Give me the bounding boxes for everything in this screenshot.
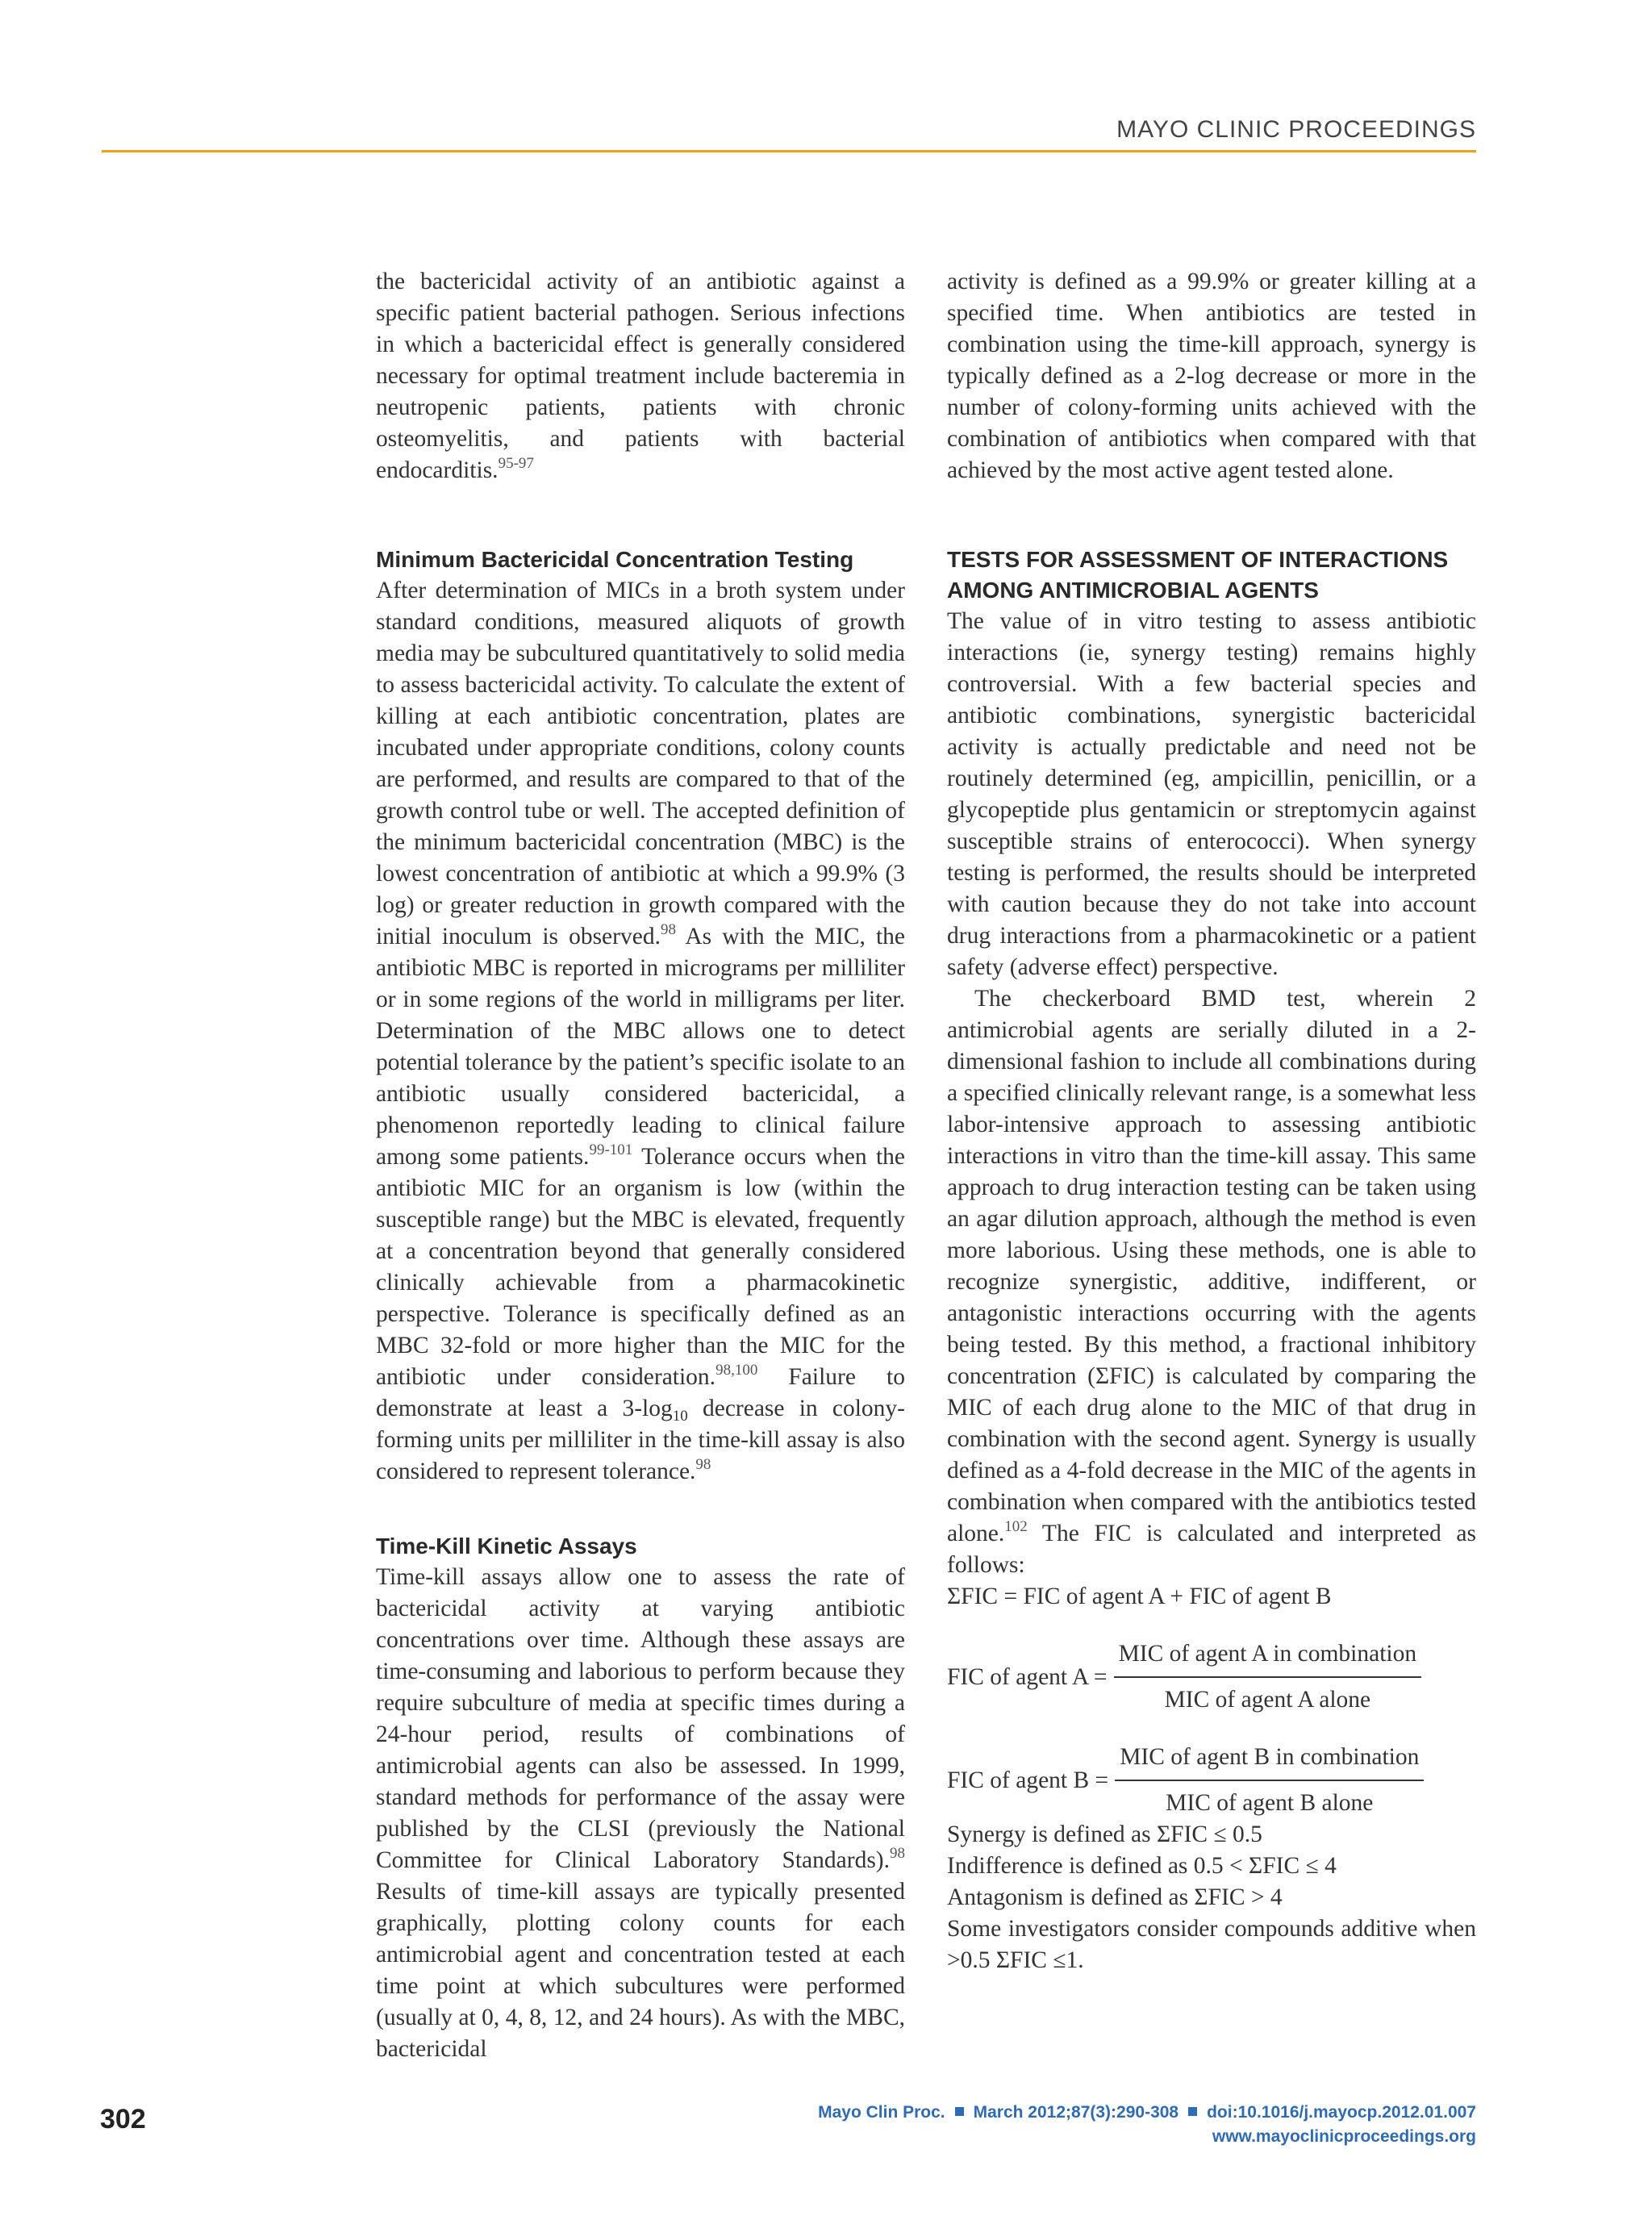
time-kill-paragraph [376,1562,905,2065]
square-bullet-icon [1188,2107,1197,2116]
citation-ref: 98 [890,1845,905,1862]
mbc-heading: Minimum Bactericidal Concentration Testing [376,547,854,572]
fic-a-denominator: MIC of agent A alone [1164,1687,1371,1713]
checkerboard-text: The FIC is calculated and interpreted as follows: [947,1521,1476,1578]
fic-b-equation [947,1742,1476,1819]
footer-citation-line [818,2101,1476,2125]
citation-ref: 98 [695,1456,711,1473]
sum-fic-equation: ΣFIC = FIC of agent A + FIC of agent B [947,1584,1332,1609]
citation-ref: 99-101 [589,1141,633,1158]
left-intro-paragraph [376,266,905,486]
issue-info: March 2012;87(3):290-308 [973,2103,1179,2122]
journal-abbrev: Mayo Clin Proc. [818,2103,945,2122]
website-link[interactable]: www.mayoclinicproceedings.org [1212,2127,1476,2146]
fic-b-numerator: MIC of agent B in combination [1115,1742,1424,1781]
checkerboard-text: The checkerboard BMD test, wherein 2 antimicrobial agents are serially diluted in a 2-dimensional fashion to include all combinations during a specified clinically relevant range, is a somewhat less labor-intensive approach to assessing antibiotic interactions in vitro than the time-kill assay. This same approach to drug interaction testing can be taken using an agar dilution approach, although the method is even more laborious. Using these methods, one is able to recognize synergistic, additive, indifferent, or antagonistic interactions occurring with the agents being tested. By this method, a fractional inhibitory concentration (ΣFIC) is calculated by comparing the MIC of each drug alone to the MIC of that drug in combination with the second agent. Synergy is usually defined as a 4-fold decrease in the MIC of the agents in combination when compared with the antibiotics tested alone. [947,986,1476,1546]
right-column [947,266,1476,1976]
footer-citation [818,2101,1476,2149]
mbc-text: Tolerance occurs when the antibiotic MIC for an organism is low (within the susceptible range) but the MBC is elevated, frequently at a concentration beyond that generally considered clinically achievable from a pharmacokinetic perspective. Tolerance is specifically defined as an MBC 32-fold or more higher than the MIC for the antibiotic under consideration. [376,1144,905,1390]
fic-b-fraction [1115,1742,1424,1819]
time-kill-heading: Time-Kill Kinetic Assays [376,1534,637,1559]
mbc-text: As with the MIC, the antibiotic MBC is reported in micrograms per milliliter or in some regions of the world in milligrams per liter. Determination of the MBC allows one to detect potential tolerance by the patient’s specific isolate to an antibiotic usually considered bactericidal, a phenomenon reportedly leading to clinical failure among some patients. [376,924,905,1170]
citation-ref: 95-97 [498,455,534,472]
interactions-paragraph-1: The value of in vitro testing to assess antibiotic interactions (ie, synergy testing) remains highly controversial. With a few bacterial species and antibiotic combinations, synergistic bactericidal activity is actually predictable and need not be routinely determined (eg, ampicillin, penicillin, or a glycopeptide plus gentamicin or streptomycin against susceptible strains of enterococci). When synergy testing is performed, the results should be interpreted with caution because they do not take into account drug interactions from a pharmacokinetic or a patient safety (adverse effect) perspective. [947,608,1476,980]
interactions-paragraph-2 [947,983,1476,1581]
page-number: 302 [100,2104,146,2134]
mbc-text: Failure to demonstrate at least a 3-log [376,1364,905,1421]
fic-a-equation [947,1638,1476,1716]
fic-b-denominator: MIC of agent B alone [1166,1790,1374,1816]
log-subscript: 10 [672,1408,688,1425]
right-intro-paragraph: activity is defined as a 99.9% or greater killing at a specified time. When antibiotics are tested in combination using the time-kill approach, synergy is typically defined as a 2-log decrease or more in the number of colony-forming units achieved with the combination of antibiotics when compared with that achieved by the most active agent tested alone. [947,269,1476,483]
doi-link[interactable]: doi:10.1016/j.mayocp.2012.01.007 [1207,2103,1476,2122]
left-column [376,266,905,2065]
time-kill-text: Time-kill assays allow one to assess the rate of bactericidal activity at varying antibiotic concentrations over time. Although these assays are time-consuming and laborious to perform because they require subculture of media at specific times during a 24-hour period, results of combinations of antimicrobial agents can also be assessed. In 1999, standard methods for performance of the assay were published by the CLSI (previously the National Committee for Clinical Laboratory Standards). [376,1564,905,1873]
interactions-heading: TESTS FOR ASSESSMENT OF INTERACTIONS AMONG ANTIMICROBIAL AGENTS [947,547,1449,603]
indifference-definition: Indifference is defined as 0.5 < ΣFIC ≤ 4 [947,1853,1337,1879]
fic-a-numerator: MIC of agent A in combination [1114,1638,1422,1678]
fic-a-lhs: FIC of agent A = [947,1663,1108,1690]
fic-b-lhs: FIC of agent B = [947,1767,1109,1793]
time-kill-text: Results of time-kill assays are typically presented graphically, plotting colony counts for each antimicrobial agent and concentration tested at each time point at which subcultures were performed (usually at 0, 4, 8, 12, and 24 hours). As with the MBC, bactericidal [376,1879,905,2062]
mbc-text: decrease in colony-forming units per milliliter in the time-kill assay is also considered to represent tolerance. [376,1396,905,1484]
left-intro-text: the bactericidal activity of an antibiotic against a specific patient bacterial pathogen. Serious infections in which a bactericidal effect is generally considered necessary for optimal treatment include bacteremia in neutropenic patients, patients with chronic osteomyelitis, and patients with bacterial endocarditis. [376,269,905,483]
journal-header: MAYO CLINIC PROCEEDINGS [1116,116,1476,143]
additive-note: Some investigators consider compounds additive when >0.5 ΣFIC ≤1. [947,1916,1476,1973]
citation-ref: 98 [660,921,676,938]
mbc-paragraph [376,575,905,1488]
synergy-definition: Synergy is defined as ΣFIC ≤ 0.5 [947,1821,1262,1847]
citation-ref: 102 [1004,1518,1028,1535]
square-bullet-icon [955,2107,964,2116]
mbc-text: After determination of MICs in a broth system under standard conditions, measured aliquots of growth media may be subcultured quantitatively to solid media to assess bactericidal activity. To calculate the extent of killing at each antibiotic concentration, plates are incubated under appropriate conditions, colony counts are performed, and results are compared to that of the growth control tube or well. The accepted definition of the minimum bactericidal concentration (MBC) is the lowest concentration of antibiotic at which a 99.9% (3 log) or greater reduction in growth compared with the initial inoculum is observed. [376,578,905,949]
fic-a-fraction [1114,1638,1422,1716]
citation-ref: 98,100 [715,1362,758,1379]
header-rule [102,150,1476,152]
antagonism-definition: Antagonism is defined as ΣFIC > 4 [947,1884,1283,1910]
